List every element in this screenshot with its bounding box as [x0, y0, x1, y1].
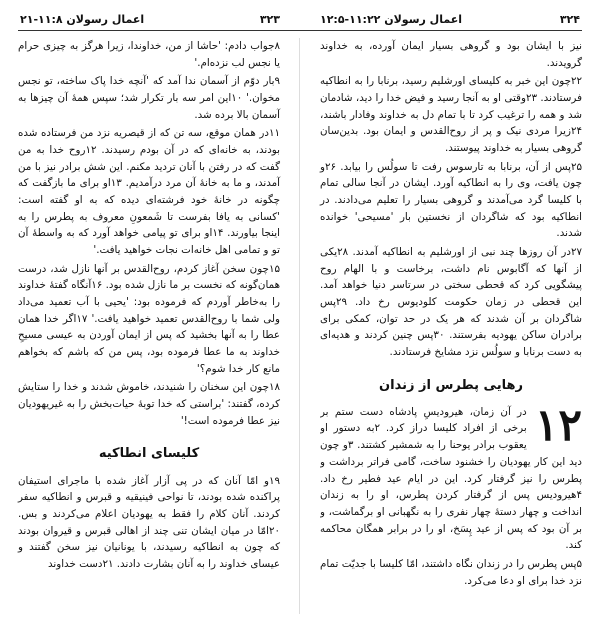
- right-running-title: اعمال رسولان ۱۱:۲۲-۱۲:۵: [320, 12, 463, 26]
- right-header: [320, 13, 580, 26]
- left-running-title: اعمال رسولان ۱۱:۸-۲۱: [20, 12, 145, 26]
- paragraph: ۱۸چون این سخنان را شنیدند، خاموش شدند و خدا را ستایش کرده، گفتند: 'براستی که خدا توبهٔ حیات‌بخش را به غیریهودیان نیز عطا فرموده است!': [18, 381, 280, 427]
- paragraph: ۲۵پس از آن، برنابا به تارسوس رفت تا سولُس را بیابد. ۲۶و چون یافت، وی را به انطاکیه آورد. ایشان در آنجا سالی تمام با کلیسا گرد می‌آمدند و گروهی بسیار را تعلیم می‌دادند. در انطاکیه بود که شاگردان از نخستین بار 'مسیحی' خوانده شدند.: [320, 160, 582, 240]
- paragraph: ۲۲چون این خبر به کلیسای اورشلیم رسید، برنابا را به انطاکیه فرستادند. ۲۳وقتی او به آنجا رسید و فیض خدا را دید، شادمان شد و همه را ترغیب کرد تا با تمام دل به خداوند وفادار باشند، ۲۴زیرا مردی نیک و پر از روح‌القدس و ایمان بود. بدین‌سان گروهی بسیار به خداوند پیوستند.: [320, 75, 582, 155]
- paragraph: ۸جواب دادم: 'حاشا از من، خداوندا، زیرا هرگز به چیزی حرام یا نجس لب نزده‌ام.': [18, 40, 280, 69]
- left-page-number: ۳۲۳: [259, 12, 280, 26]
- paragraph: در آن زمان، هیرودیسِ پادشاه دست ستم بر برخی از افراد کلیسا دراز کرد. ۲به دستور او یعقوب برادر یوحنا را به شمشیر کشتند. ۳و چون دید این کار یهودیان را خشنود ساخت، گامی فراتر برداشت و پطرس را نیز گرفتار کرد. این در ایام عید فطیر رخ داد. ۴هیرودیس پس از گرفتار کردن پطرس، او را به زندان انداخت و چهار دستهٔ چهار نفری را به نگهبانی او برگماشت، و بر آن بود که پس از عید پِسَخ، او را در برابر همگان محاکمه کند.: [320, 405, 582, 552]
- right-page-number: ۳۲۴: [559, 12, 580, 26]
- paragraph: ۵پس پطرس را در زندان نگاه داشتند، امّا کلیسا با جدیّت تمام نزد خدا برای او دعا می‌کرد.: [320, 557, 582, 587]
- section-heading: رهایی پطرس از زندان: [379, 377, 523, 393]
- paragraph: ۱۹و امّا آنان که در پی آزار آغاز شده با ماجرای استیفان پراکنده شده بودند، تا نواحی فینیقیه و قبرس و انطاکیه سفر کردند. آنان کلام را فقط به یهودیان اعلام می‌کردند و بس. ۲۰امّا در میان ایشان تنی چند از اهالی قبرس و قیروان بودند که چون به انطاکیه رسیدند، با یونانیان نیز سخن گفتند و عیسای خداوند را به آنان بشارت دادند. ۲۱دست خداوند: [18, 474, 280, 570]
- left-header: [20, 13, 280, 26]
- paragraph: ۲۷در آن روزها چند نبی از اورشلیم به انطاکیه آمدند. ۲۸یکی از آنها که آگابوس نام داشت، برخاست و با الهام روح پیشگویی کرد که قحطی سختی در سرتاسر دنیا خواهد آمد. این قحطی در زمان حکومت کلودیوس رخ داد. ۲۹پس شاگردان بر آن شدند که هر یک در حد توان، کمکی برای برادران ساکن یهودیه بفرستند. ۳۰پس چنین کردند و هدیه‌ای به دست برنابا و سولُس نزد مشایخ فرستادند.: [320, 246, 583, 359]
- paragraph: ۱۵چون سخن آغاز کردم، روح‌القدس بر آنها نازل شد، درست همان‌گونه که نخست بر ما نازل شده بود. ۱۶آنگاه گفتهٔ خداوند را به‌خاطر آوردم که فرموده بود: 'یحیی با آب تعمید می‌داد ولی شما با روح‌القدس تعمید خواهید یافت.' ۱۷اگر خدا همان عطا را به آنها بخشید که پس از ایمان آوردن به عیسی مسیحِ خداوند به ما عطا فرموده بود، پس من که باشم که بخواهم مانع کار خدا شوم؟': [18, 262, 281, 375]
- chapter-number: ۱۲: [534, 403, 582, 451]
- left-column: [18, 38, 280, 575]
- page-header: [20, 10, 580, 28]
- header-rule: [18, 30, 582, 31]
- paragraph: نیز با ایشان بود و گروهی بسیار ایمان آورده، به خداوند گرویدند.: [320, 40, 582, 69]
- column-divider: [299, 38, 300, 614]
- right-column: [320, 38, 582, 591]
- paragraph: ۱۱در همان موقع، سه تن که از قیصریه نزد من فرستاده شده بودند، به خانه‌ای که در آن بودم رسیدند. ۱۲روح خدا به من گفت که در رفتن با آنان تردید مکنم. این شش برادر نیز با من آمدند، و ما به خانهٔ آن مرد درآمدیم. ۱۳او برای ما بازگفت که چگونه در خانهٔ خود فرشته‌ای دیده که به او گفته است: 'کسانی به یافا بفرست تا شَمعونِ معروف به پطرس را به اینجا بیاورند. ۱۴او برای تو پیامی خواهد آورد که به واسطهٔ آن تو و تمامی اهل خانه‌ات نجات خواهید یافت.': [18, 127, 281, 257]
- section-heading: کلیسای انطاکیه: [98, 446, 200, 462]
- paragraph: ۹بار دوّم از آسمان ندا آمد که 'آنچه خدا پاک ساخته، تو نجس مخوان.' ۱۰این امر سه بار تکرار شد؛ سپس همهٔ آن چیزها به آسمان بالا برده شد.: [18, 75, 281, 121]
- chapter-block: [320, 404, 582, 556]
